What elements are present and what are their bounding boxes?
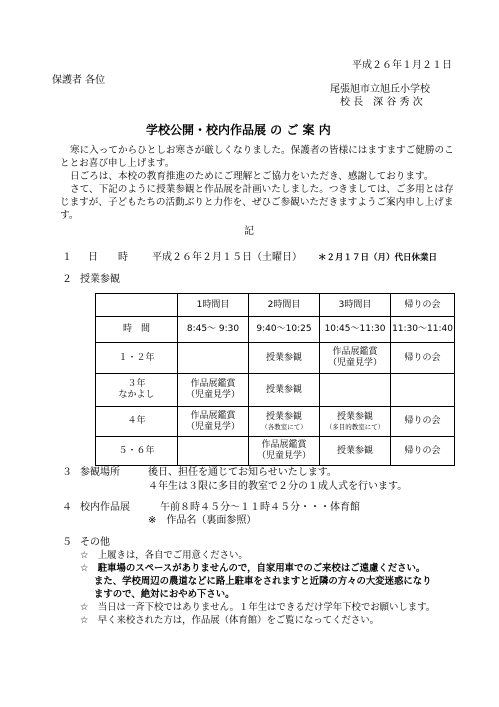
cell-text: 作品展鑑賞 [190, 410, 236, 421]
grade-label: ４年 [96, 407, 178, 437]
cell-exhibit-viewing [249, 437, 320, 466]
table-corner-cell [96, 294, 178, 317]
item2-number: ２ [62, 274, 72, 285]
cell-text: 授業参観 [336, 412, 373, 422]
principal-name: 校 長 深 谷 秀 次 [340, 97, 423, 108]
item4-value: 午前８時４５分〜１１時４５分・・・体育館 [160, 502, 360, 513]
cell-homeroom: 帰りの会 [391, 437, 455, 466]
table-header-row [96, 294, 455, 317]
item5-number: ５ [62, 537, 72, 548]
item2-label: 授業参観 [80, 274, 120, 285]
time-period-3: 10:45〜11:30 [320, 317, 391, 343]
school-name: 尾張旭市立旭丘小学校 [330, 84, 430, 95]
cell-subtext: （児童見学） [256, 451, 311, 461]
table-row-time [96, 317, 455, 343]
cell-class-observation: 授業参観 [249, 374, 320, 407]
cell-empty [320, 374, 391, 407]
table-row-grade-3 [96, 374, 455, 407]
item1-note: ＊２月１７日（月）代日休業日 [318, 253, 438, 263]
cell-class-observation [249, 407, 320, 437]
item5-label: その他 [80, 537, 110, 548]
item1-value: 平成２６年２月１５日（土曜日） [152, 252, 302, 263]
cell-text: 作品展鑑賞 [190, 379, 236, 389]
intro-paragraph-1: 寒に入ってからひとしお寒さが厳しくなりました。保護者の皆様にはますますご健勝のこととお喜び申し上げます。 [60, 145, 454, 169]
cell-subtext: （児童見学） [185, 390, 240, 400]
grade-text-2: なかよし [118, 390, 155, 400]
intro-paragraph-3: さて、下記のように授業参観と作品展を計画いたしました。つきましては、ご多用とは存じますが、子どもたちの活動ぶりと力作を、ぜひご参観いただきますようご案内申し上げます。 [60, 184, 454, 221]
cell-homeroom: 帰りの会 [391, 407, 455, 437]
item3-line-1: 後日、担任を通じてお知らせいたします。 [148, 467, 337, 478]
document-date: 平成２６年１月２１日 [352, 60, 452, 71]
cell-empty [178, 343, 249, 374]
item3-label: 参観場所 [80, 467, 120, 478]
table-row-grade-5-6 [96, 437, 455, 466]
item4-note: ※ 作品名（裏面参照） [148, 515, 257, 526]
time-label: 時 間 [96, 317, 178, 343]
table-row-grade-1-2 [96, 343, 455, 374]
item1-label: 日 時 [88, 252, 128, 263]
time-homeroom: 11:30〜11:40 [391, 317, 455, 343]
intro-paragraph-2: 日ごろは、本校の教育推進のためにご理解とご協力をいただき、感謝しております。 [70, 171, 434, 182]
recipient: 保護者 各位 [52, 75, 106, 86]
item3-line-2: ４年生は３限に多目的教室で２分の１成人式を行います。 [148, 481, 408, 492]
note-parking-1: ☆ 駐車場のスペースがありませんので，自家用車でのご来校はご遠慮ください。 [80, 563, 426, 574]
cell-exhibit-viewing [178, 407, 249, 437]
cell-subtext: （児童見学） [185, 421, 240, 432]
time-period-2: 9:40〜10:25 [249, 317, 320, 343]
cell-text: 作品展鑑賞 [332, 347, 378, 357]
document-title: 学校公開・校内作品展 の ご 案 内 [146, 123, 331, 137]
cell-empty [391, 374, 455, 407]
note-early-arrival: ☆ 早く来校された方は，作品展（体育館）をご覧になってください。 [80, 615, 380, 626]
cell-location-note: （多目的教室にて） [325, 423, 385, 431]
note-parking-3: ますので、絶対におやめ下さい。 [94, 589, 235, 600]
grade-label [96, 374, 178, 407]
header-period-1: 1時間目 [178, 294, 249, 317]
item4-number: ４ [62, 502, 72, 513]
header-period-3: 3時間目 [320, 294, 391, 317]
time-period-1: 8:45〜 9:30 [178, 317, 249, 343]
cell-exhibit-viewing [178, 374, 249, 407]
cell-subtext: （児童見学） [327, 358, 382, 368]
cell-text: 作品展鑑賞 [261, 440, 307, 450]
note-indoor-shoes: ☆ 上履きは，各自でご用意ください。 [80, 550, 248, 561]
header-homeroom: 帰りの会 [391, 294, 455, 317]
note-dismissal: ☆ 当日は一斉下校ではありません。１年生はできるだけ学年下校でお願いします。 [80, 602, 436, 613]
note-parking-2: また、学校周辺の農道などに路上駐車をされますと近隣の方々の大変迷惑になり [94, 576, 432, 587]
grade-label: １・２年 [96, 343, 178, 374]
cell-empty [178, 437, 249, 466]
cell-class-observation: 授業参観 [249, 343, 320, 374]
table-row-grade-4 [96, 407, 455, 437]
item3-number: ３ [62, 467, 72, 478]
header-period-2: 2時間目 [249, 294, 320, 317]
ki-heading: 記 [244, 226, 254, 237]
cell-exhibit-viewing [320, 343, 391, 374]
schedule-table [95, 293, 455, 466]
cell-location-note: （各教室にて） [261, 423, 307, 431]
item4-label: 校内作品展 [80, 502, 130, 513]
cell-homeroom: 帰りの会 [391, 343, 455, 374]
cell-class-observation: 授業参観 [320, 437, 391, 466]
grade-text: ３年 [127, 379, 146, 389]
item1-number: １ [62, 252, 72, 263]
cell-class-observation [320, 407, 391, 437]
cell-text: 授業参観 [265, 412, 302, 422]
grade-label: ５・６年 [96, 437, 178, 466]
